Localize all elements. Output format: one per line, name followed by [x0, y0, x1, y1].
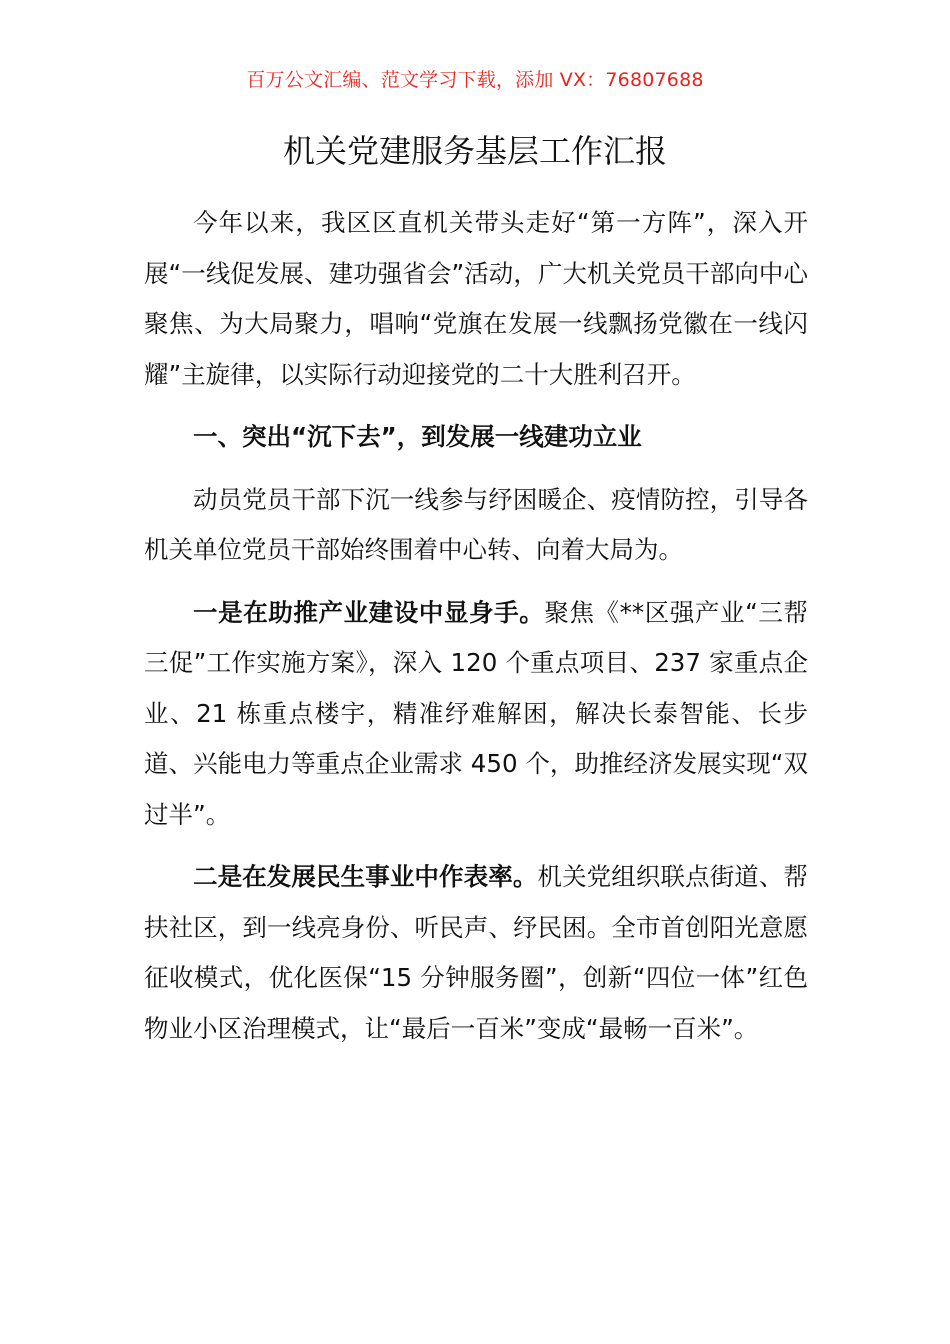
point-two-text: 机关党组织联点街道、帮扶社区，到一线亮身份、听民声、纾民困。全市首创阳光意愿征收模式，优化医保“15 分钟服务圈”，创新“四位一体”红色物业小区治理模式，让“最后一百米”变成“最畅一百米”。 — [144, 862, 809, 1043]
point-one-paragraph — [144, 588, 808, 841]
section-heading: 一、突出“沉下去”，到发展一线建功立业 — [193, 422, 642, 451]
point-two-lead: 二是在发展民生事业中作表率。 — [193, 862, 538, 891]
point-one-text: 聚焦《**区强产业“三帮三促”工作实施方案》，深入 120 个重点项目、237 家重点企业、21 栋重点楼宇，精准纾难解困，解决长泰智能、长步道、兴能电力等重点企业需求 450 个，助推经济发展实现“双过半”。 — [144, 597, 808, 829]
section-summary-paragraph: 动员党员干部下沉一线参与纾困暖企、疫情防控，引导各机关单位党员干部始终围着中心转、向着大局为。 — [144, 484, 808, 564]
header-note: 百万公文汇编、范文学习下载，添加 VX：76807688 — [246, 69, 704, 91]
document-title: 机关党建服务基层工作汇报 — [282, 132, 667, 170]
document-body — [144, 198, 808, 1054]
intro-paragraph: 今年以来，我区区直机关带头走好“第一方阵”，深入开展“一线促发展、建功强省会”活动，广大机关党员干部向中心聚焦、为大局聚力，唱响“党旗在发展一线飘扬党徽在一线闪耀”主旋律，以实际行动迎接党的二十大胜利召开。 — [144, 208, 808, 389]
point-two-paragraph — [144, 852, 808, 1054]
point-one-lead: 一是在助推产业建设中显身手。 — [193, 597, 545, 627]
